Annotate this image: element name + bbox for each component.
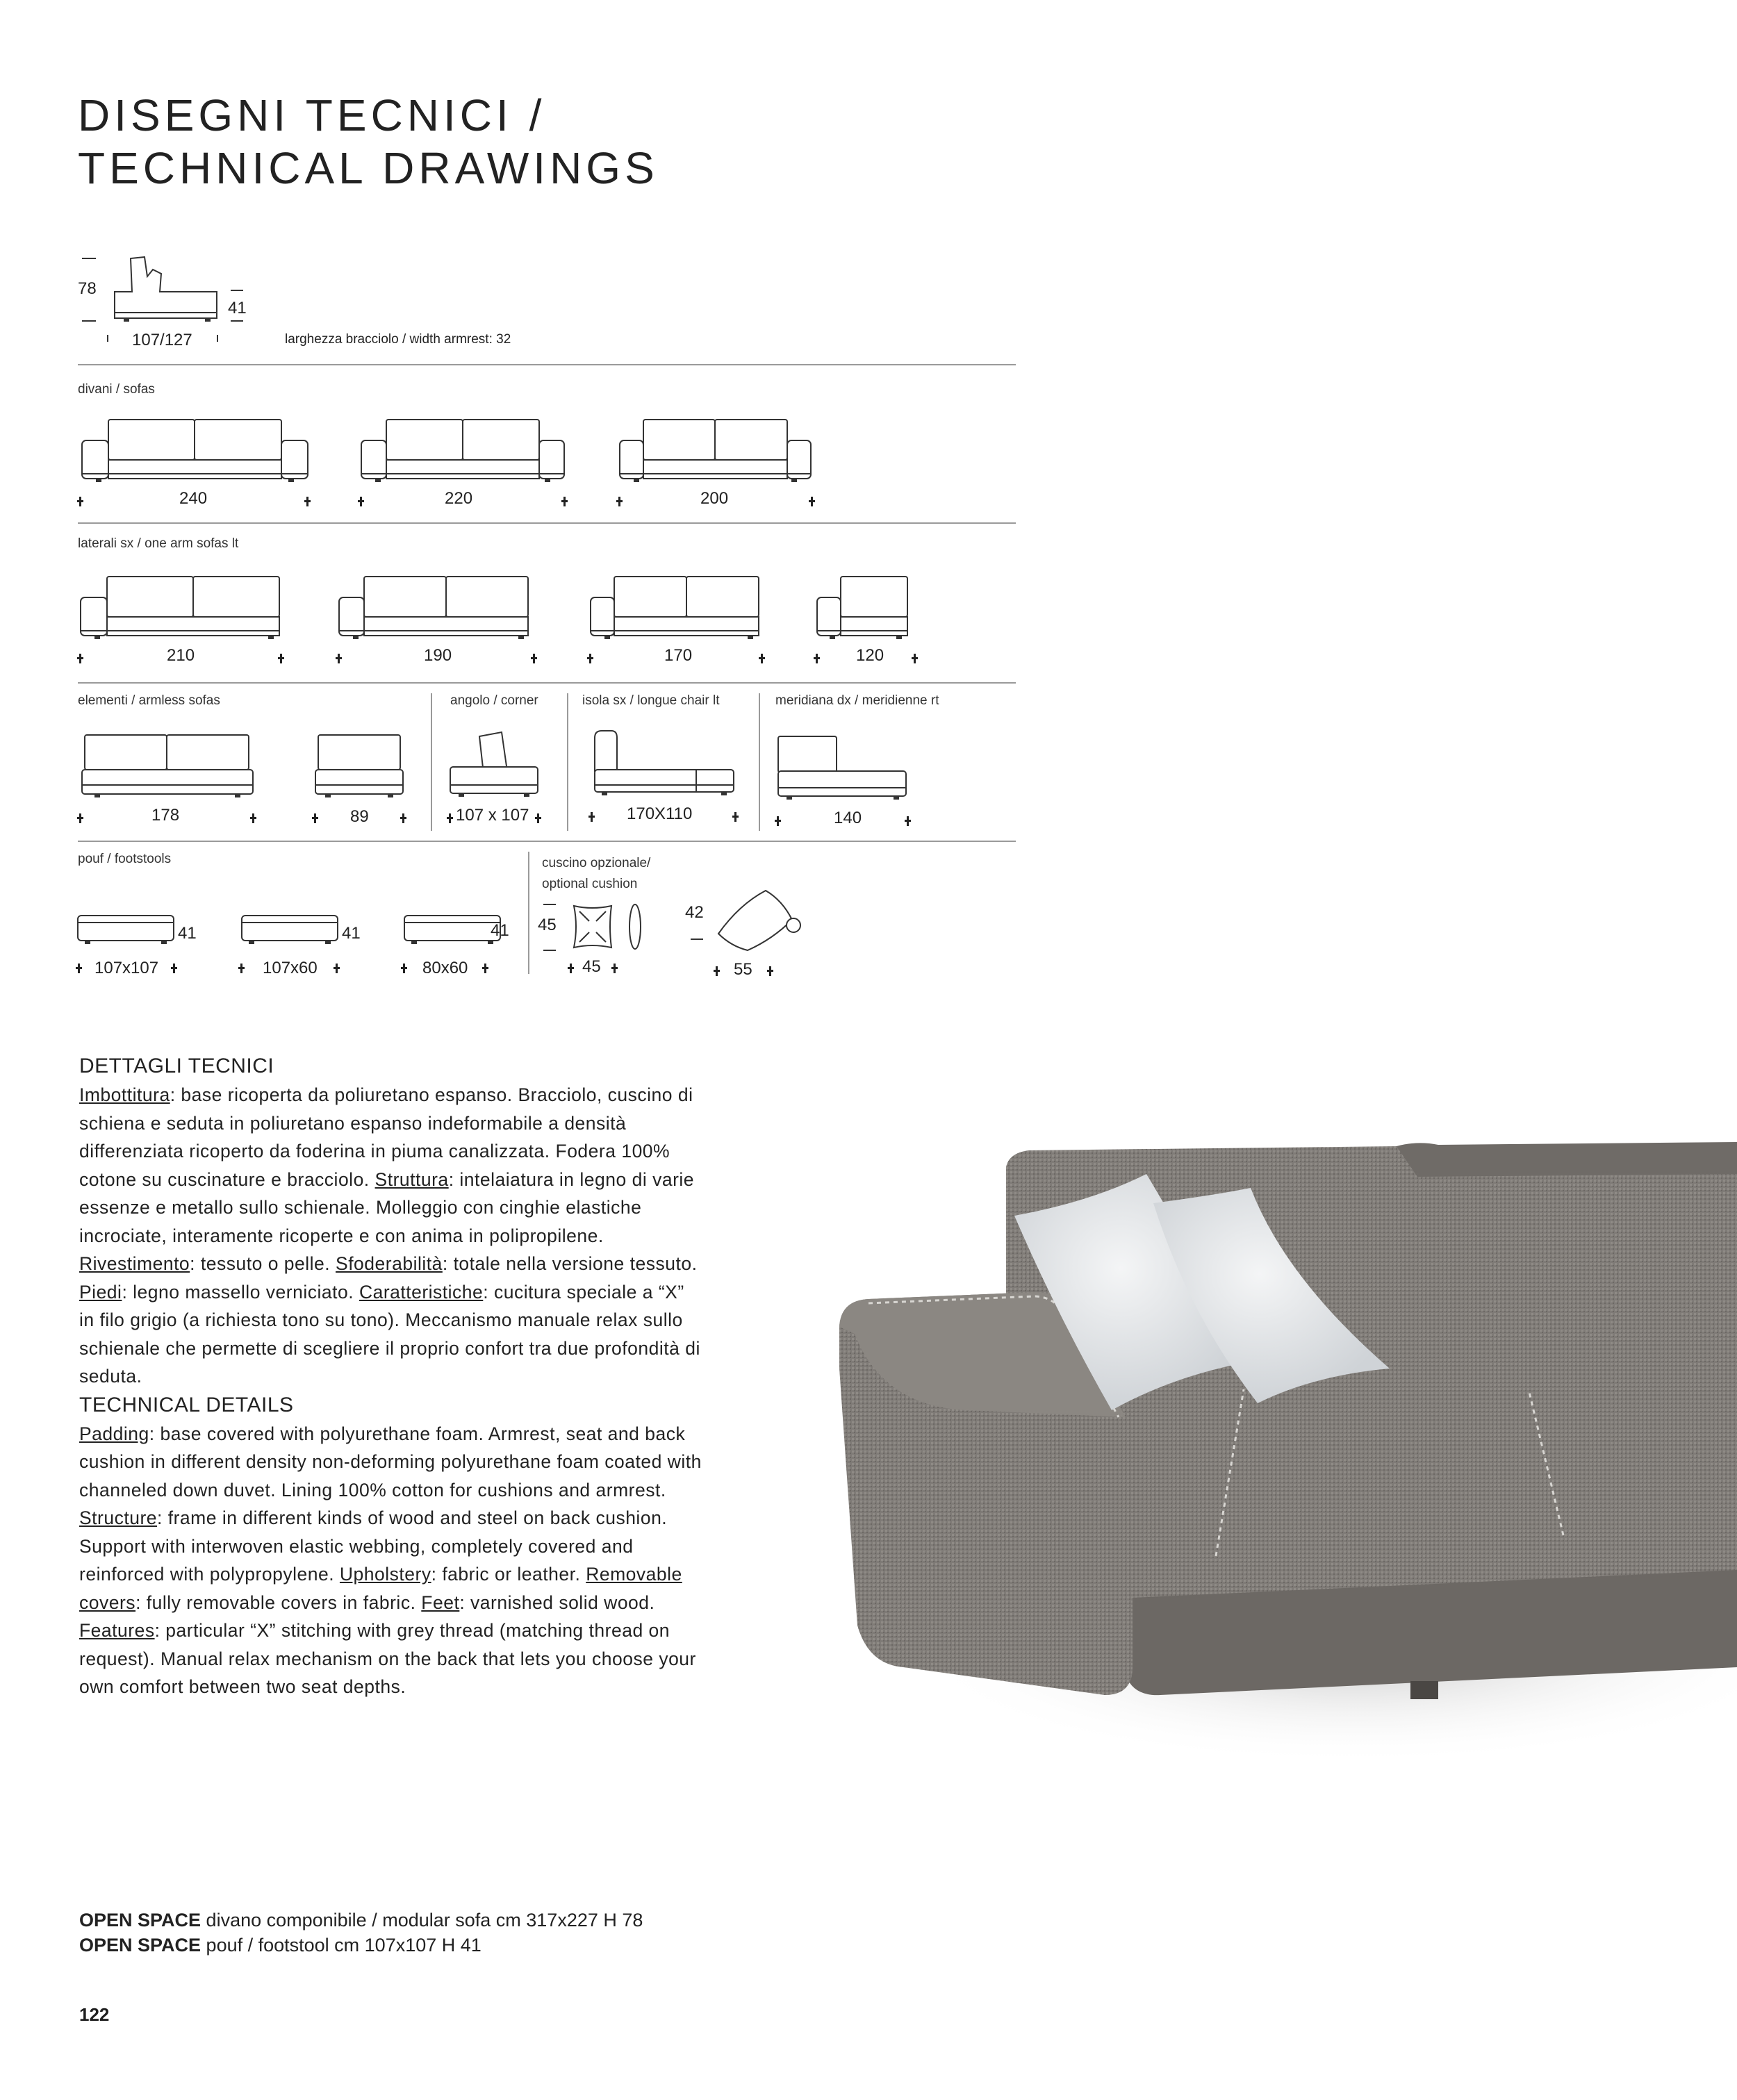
details-text-en bbox=[79, 1420, 705, 1701]
term: Padding bbox=[79, 1423, 149, 1444]
text: : tessuto o pelle. bbox=[190, 1253, 336, 1274]
one-arm-170-width: 170 bbox=[664, 646, 693, 665]
text: : fully removable covers in fabric. bbox=[135, 1591, 422, 1613]
section-label-chaise: isola sx / longue chair lt bbox=[582, 693, 720, 708]
term: Imbottitura bbox=[79, 1084, 170, 1105]
text: : cucitura speciale a “X” in filo grigio (a richiesta tono su tono). Meccanismo manuale relax sullo schienale che permette di scegliere il proprio confort tra due profondità di seduta. bbox=[79, 1281, 700, 1387]
footstool-107x60-drawing bbox=[242, 916, 339, 946]
footer-line-sofa bbox=[79, 1908, 643, 1933]
details-heading-it: DETTAGLI TECNICI bbox=[79, 1055, 274, 1077]
footstool-3-height: 41 bbox=[491, 921, 509, 940]
column-divider bbox=[759, 693, 760, 831]
meridienne-width: 140 bbox=[834, 809, 862, 827]
term: Features bbox=[79, 1620, 155, 1641]
brand-name: OPEN SPACE bbox=[79, 1935, 201, 1956]
sofa-spec: divano componibile / modular sofa cm 317x227 H 78 bbox=[201, 1910, 643, 1930]
square-cushion-height: 45 bbox=[538, 916, 557, 934]
footstool-1-height: 41 bbox=[178, 924, 197, 943]
armless-89-width: 89 bbox=[350, 807, 369, 826]
term: Removable covers bbox=[79, 1564, 682, 1613]
cushion-label-it: cuscino opzionale/ bbox=[542, 856, 651, 870]
meridienne-drawing bbox=[778, 736, 907, 803]
one-arm-210-width: 210 bbox=[167, 646, 195, 665]
round-cushion-drawing bbox=[716, 888, 803, 954]
one-arm-210-drawing bbox=[81, 577, 282, 639]
armless-89-drawing bbox=[315, 735, 403, 797]
section-divider bbox=[78, 522, 1016, 524]
text: : base covered with polyurethane foam. Armrest, seat and back cushion in different density non-deforming polyurethane foam coated with channeled down duvet. Lining 100% cotton for cushions and armrest. bbox=[79, 1423, 702, 1500]
corner-size: 107 x 107 bbox=[456, 806, 529, 825]
section-label-footstools: pouf / footstools bbox=[78, 852, 172, 866]
details-heading-en: TECHNICAL DETAILS bbox=[79, 1393, 294, 1416]
profile-height: 78 bbox=[78, 279, 97, 298]
section-label-sofas: divani / sofas bbox=[78, 382, 155, 397]
product-footer bbox=[79, 1908, 643, 1958]
sofa-240-drawing bbox=[82, 420, 308, 482]
term: Sfoderabilità bbox=[336, 1253, 443, 1274]
sofa-200-width: 200 bbox=[700, 489, 729, 508]
footstool-2-height: 41 bbox=[342, 924, 361, 943]
sofa-220-width: 220 bbox=[445, 489, 473, 508]
footstool-spec: pouf / footstool cm 107x107 H 41 bbox=[201, 1935, 481, 1956]
chaise-size: 170X110 bbox=[627, 804, 693, 823]
footstool-2-size: 107x60 bbox=[263, 959, 318, 977]
cushion-label-en: optional cushion bbox=[542, 877, 638, 891]
footer-line-footstool bbox=[79, 1933, 643, 1958]
term: Structure bbox=[79, 1507, 158, 1528]
technical-details bbox=[79, 1052, 705, 1701]
term: Feet bbox=[421, 1591, 460, 1613]
round-cushion-height: 42 bbox=[685, 903, 704, 922]
text: : totale nella versione tessuto. bbox=[442, 1253, 698, 1274]
section-divider bbox=[78, 682, 1016, 684]
term: Rivestimento bbox=[79, 1253, 190, 1274]
one-arm-120-width: 120 bbox=[856, 646, 884, 665]
section-label-armless: elementi / armless sofas bbox=[78, 693, 220, 708]
footstool-1-size: 107x107 bbox=[94, 959, 159, 977]
footstool-3-size: 80x60 bbox=[422, 959, 468, 977]
column-divider bbox=[431, 693, 432, 831]
text: : particular “X” stitching with grey thread (matching thread on request). Manual relax mechanism on the back that lets you choose your own comfort between two seat depths. bbox=[79, 1620, 696, 1697]
square-cushion-width: 45 bbox=[582, 957, 601, 976]
chaise-drawing bbox=[592, 731, 735, 797]
one-arm-170-drawing bbox=[591, 577, 764, 639]
title-line-en: TECHNICAL DRAWINGS bbox=[78, 143, 659, 193]
section-divider bbox=[78, 841, 1016, 842]
section-label-meridienne: meridiana dx / meridienne rt bbox=[775, 693, 939, 708]
armless-178-drawing bbox=[82, 735, 253, 797]
corner-drawing bbox=[450, 732, 538, 797]
term: Caratteristiche bbox=[359, 1281, 484, 1303]
armless-178-width: 178 bbox=[151, 806, 180, 825]
one-arm-190-drawing bbox=[339, 577, 534, 639]
one-arm-120-drawing bbox=[817, 577, 914, 639]
text: : legno massello verniciato. bbox=[122, 1281, 359, 1303]
footstool-107x107-drawing bbox=[78, 916, 175, 946]
title-line-it: DISEGNI TECNICI / bbox=[78, 90, 546, 140]
sofa-220-drawing bbox=[361, 420, 564, 482]
brand-name: OPEN SPACE bbox=[79, 1910, 201, 1930]
term: Upholstery bbox=[339, 1564, 431, 1585]
term: Piedi bbox=[79, 1281, 122, 1303]
profile-depth: 107/127 bbox=[132, 331, 192, 349]
section-label-corner: angolo / corner bbox=[450, 693, 538, 708]
text: : varnished solid wood. bbox=[459, 1591, 655, 1613]
sofa-photo bbox=[827, 1125, 1737, 1890]
column-divider bbox=[528, 852, 529, 974]
text: : base ricoperta da poliuretano espanso. Bracciolo, cuscino di schiena e seduta in poliuretano espanso indeformabile a densità differenziata ricoperto da foderina in piuma canalizzata. Fodera 100% cotone su cuscinature e bracciolo. bbox=[79, 1084, 693, 1190]
section-divider bbox=[78, 364, 1016, 365]
page-number: 122 bbox=[79, 2004, 110, 2025]
cushion-dimension-marks bbox=[539, 896, 706, 966]
text: : frame in different kinds of wood and steel on back cushion. Support with interwoven elastic webbing, completely covered and reinforced with polypropylene. bbox=[79, 1507, 668, 1585]
text: : fabric or leather. bbox=[431, 1564, 586, 1585]
text: : intelaiatura in legno di varie essenze e metallo sullo schienale. Molleggio con cinghie elastiche incrociate, interamente ricoperte e con anima in polipropilene. bbox=[79, 1168, 695, 1246]
round-cushion-width: 55 bbox=[734, 960, 752, 979]
details-text-it bbox=[79, 1081, 705, 1391]
page-title bbox=[78, 89, 659, 195]
profile-armrest-width: larghezza bracciolo / width armrest: 32 bbox=[285, 332, 511, 347]
term: Struttura bbox=[374, 1168, 449, 1190]
sofa-240-width: 240 bbox=[179, 489, 208, 508]
section-label-cushion bbox=[542, 853, 650, 895]
profile-seat-height: 41 bbox=[228, 299, 247, 317]
section-label-one-arm: laterali sx / one arm sofas lt bbox=[78, 536, 239, 551]
sofa-200-drawing bbox=[620, 420, 811, 482]
column-divider bbox=[567, 693, 568, 831]
profile-dimension-marks bbox=[76, 250, 243, 347]
footstool-80x60-drawing bbox=[404, 916, 502, 946]
one-arm-190-width: 190 bbox=[424, 646, 452, 665]
